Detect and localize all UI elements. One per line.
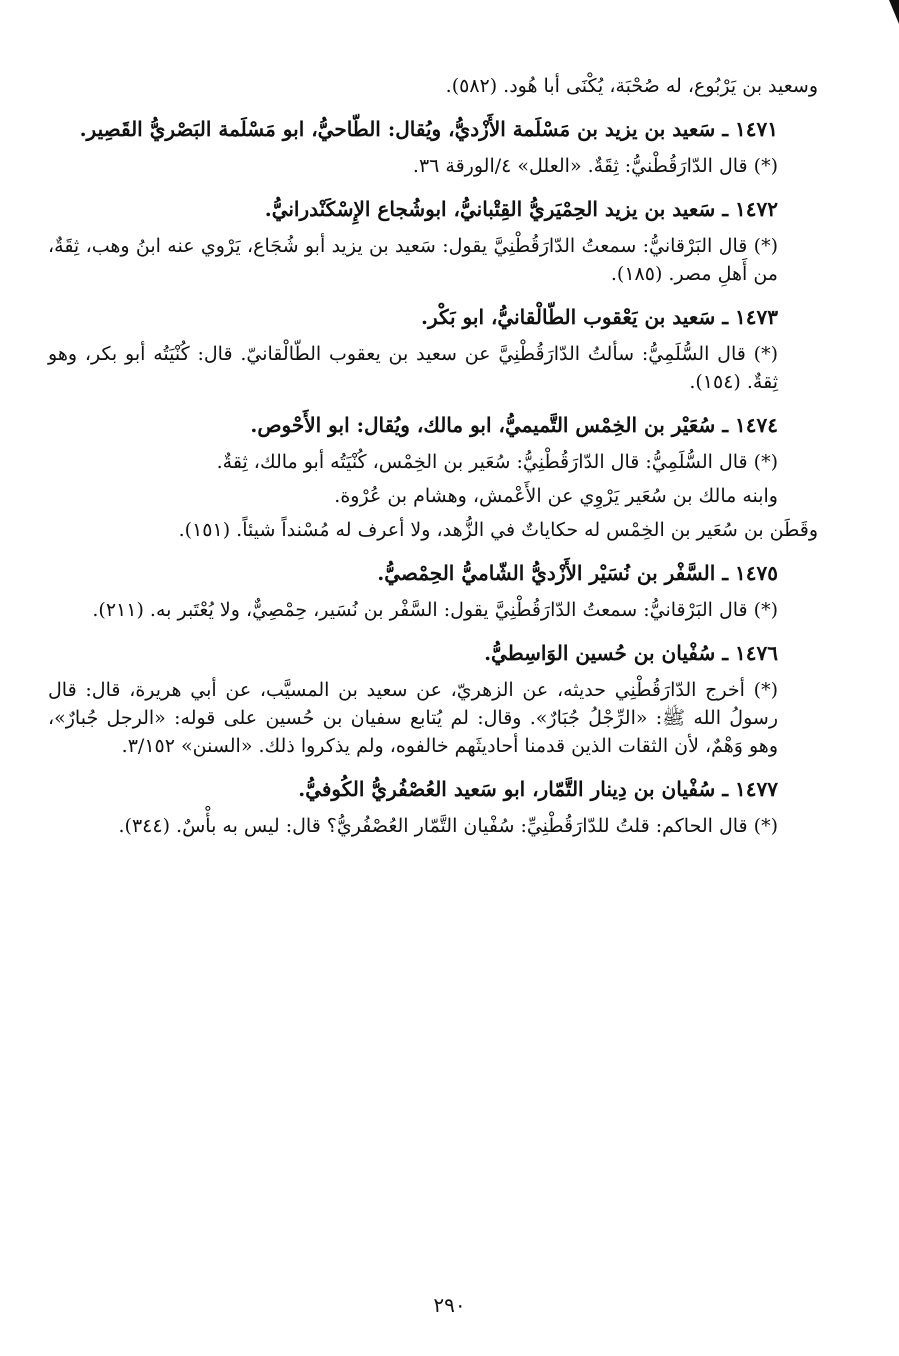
entry-1472 <box>48 194 818 288</box>
entry-heading: ١٤٧٤ ـ سُعَيْر بن الخِمْس التَّميميُّ، ابو مالك، ويُقال: ابو الأَحْوص. <box>250 413 778 437</box>
entry-heading: ١٤٧٧ ـ سُفْيان بن دِينار التَّمّار، ابو سَعيد العُصْفُريُّ الكُوفيُّ. <box>298 777 778 801</box>
entry-paragraph: (*) قال الحاكم: قلتُ للدّارَقُطْنِيِّ: سُفْيان التَّمّار العُصْفُريُّ؟ قال: ليس به بأْسٌ. (٣٤٤). <box>118 815 778 837</box>
entry-1476 <box>48 638 818 760</box>
entry-paragraph: (*) قال السُّلَمِيُّ: سألتُ الدّارَقُطْنِيَّ عن سعيد بن يعقوب الطّالْقانيّ. قال: كُنْيَتُه أبو بكر، وهو ثِقةٌ. (١٥٤). <box>48 343 778 393</box>
entry-paragraph: (*) أخرج الدّارَقُطْنِي حديثه، عن الزهريّ، عن سعيد بن المسيَّب، عن أبي هريرة، قال: قال رسولُ الله ﷺ: «الرِّجْلُ جُبَارٌ». وقال: لم يُتابع سفيان بن حُسين على قوله: «الرجل جُبارٌ»، وهو وَهْمٌ، لأن الثقات الذين قدمنا أحاديثَهم خالفوه، ولم يذكروا ذلك. «السنن» ٣/١٥٢. <box>48 679 778 757</box>
entry-paragraph: وابنه مالك بن سُعَير يَرْوِي عن الأَعْمش، وهشام بن عُرْوة. <box>334 485 778 507</box>
entry-heading: ١٤٧١ ـ سَعيد بن يزيد بن مَسْلَمة الأَزْديُّ، ويُقال: الطّاحيُّ، ابو مَسْلَمة البَصْريُّ القَصِير. <box>79 117 778 141</box>
entry-heading: ١٤٧٥ ـ السَّفْر بن نُسَيْر الأَزْديُّ الشّاميُّ الحِمْصيُّ. <box>377 561 778 585</box>
entry-1477 <box>48 774 818 840</box>
entry-paragraph: (*) قال السُّلَمِيُّ: قال الدّارَقُطْنِيُّ: سُعَير بن الخِمْس، كُنْيَتُه أبو مالك، ثِقةٌ. <box>216 451 778 473</box>
entry-paragraph: وقَطَن بن سُعَير بن الخِمْس له حكاياتٌ في الزُّهد، ولا أعرف له مُسْنداً شيئاً. (١٥١). <box>178 519 818 541</box>
entry-paragraph: (*) قال البَرْقانيُّ: سمعتُ الدّارَقُطْنِيَّ يقول: سَعيد بن يزيد أبو شُجَاع، يَرْوي عنه ابنُ وهب، ثِقَةٌ، من أَهلِ مصر. (١٨٥). <box>48 235 778 285</box>
entry-heading: ١٤٧٦ ـ سُفْيان بن حُسين الوَاسِطيُّ. <box>484 641 778 665</box>
entry-paragraph: (*) قال الدّارَقُطْنيُّ: ثِقَةٌ. «العلل» ٤/الورقة ٣٦. <box>412 155 778 177</box>
page-body <box>48 72 818 846</box>
entry-1471 <box>48 114 818 180</box>
entry-1474 <box>48 410 818 544</box>
entry-1473 <box>48 302 818 396</box>
intro-line: وسعيد بن يَرْبُوع، له صُحْبَة، يُكْنَى أبا هُود. (٥٨٢). <box>445 75 818 97</box>
page-corner-mark <box>889 0 899 24</box>
entry-heading: ١٤٧٢ ـ سَعيد بن يزيد الحِمْيَريُّ القِتْبانيُّ، ابوشُجاع الإِسْكَنْدرانيُّ. <box>264 197 778 221</box>
entry-paragraph: (*) قال البَرْقانيُّ: سمعتُ الدّارَقُطْنِيَّ يقول: السَّفْر بن نُسَير، حِمْصِيٌّ، ولا يُعْتَبر به. (٢١١). <box>92 599 778 621</box>
entry-heading: ١٤٧٣ ـ سَعيد بن يَعْقوب الطّالْقانيُّ، ابو بَكْر. <box>420 305 778 329</box>
page-number: ٢٩٠ <box>433 1293 466 1317</box>
entry-1475 <box>48 558 818 624</box>
